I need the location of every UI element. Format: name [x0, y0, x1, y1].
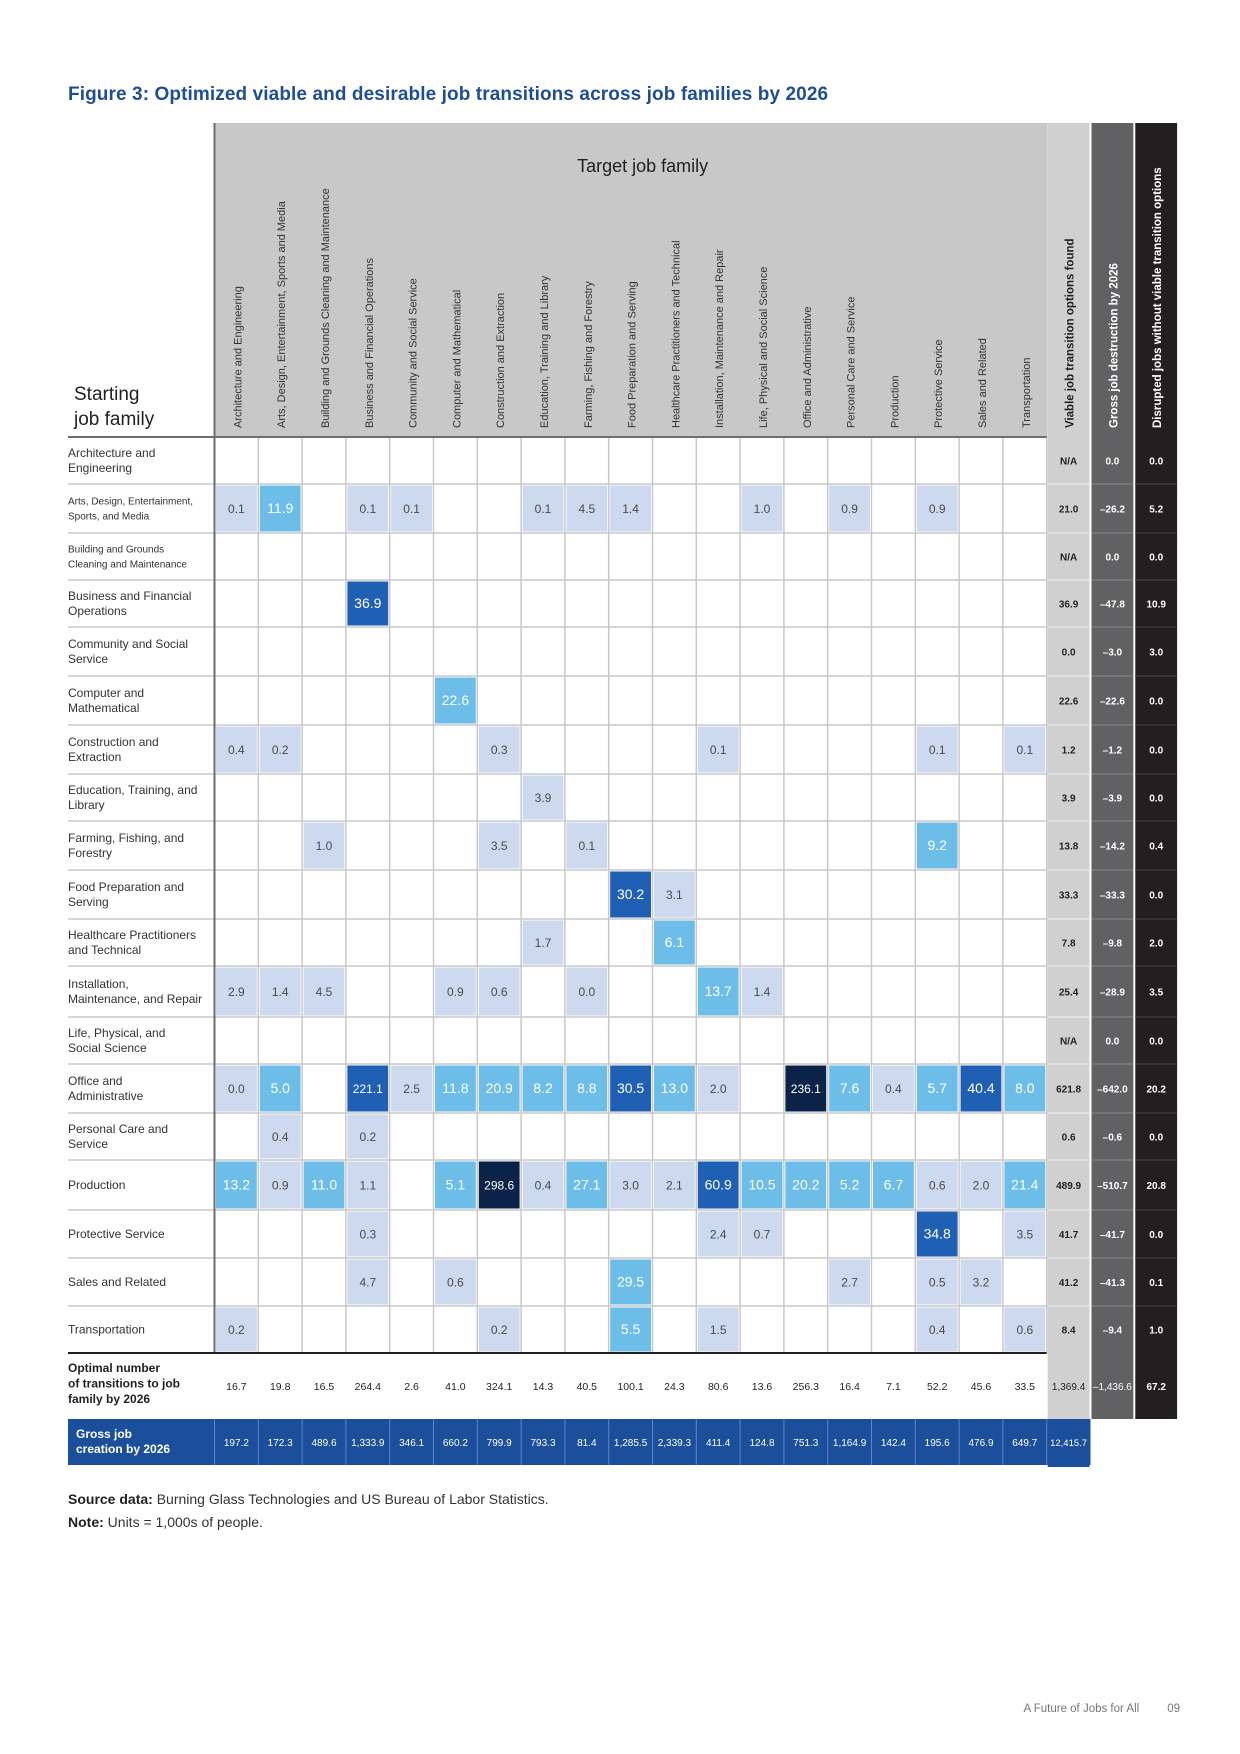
- cell-value: 5.0: [270, 1080, 290, 1096]
- cell-value: 0.6: [1016, 1323, 1034, 1337]
- viable-column-value: 36.9: [1058, 599, 1079, 611]
- row-label-10-line-2: Serving: [68, 895, 109, 910]
- cell-value: 11.8: [442, 1080, 469, 1096]
- cell-value: 5.5: [620, 1321, 641, 1337]
- cell-value: 4.5: [315, 985, 333, 999]
- destruction-column-value: –22.6: [1099, 696, 1125, 708]
- cell-value: 22.6: [441, 692, 470, 708]
- cell-value: 0.4: [271, 1130, 289, 1144]
- cell-value: 8.0: [1015, 1080, 1035, 1096]
- cell-value: 0.1: [534, 502, 552, 516]
- source-text: Burning Glass Technologies and US Bureau of Labor Statistics.: [156, 1491, 549, 1507]
- creation-value: 489.6: [311, 1438, 337, 1449]
- cell-value: 4.7: [359, 1275, 377, 1290]
- destruction-column-value: –510.7: [1097, 1181, 1128, 1192]
- cell-value: 8.8: [577, 1080, 597, 1096]
- row-label-9-line-2: Forestry: [68, 846, 113, 861]
- creation-value: 197.2: [223, 1438, 249, 1449]
- cell-value: 2.0: [709, 1082, 727, 1096]
- viable-column-value: 41.7: [1058, 1230, 1079, 1241]
- optimal-value: 45.6: [970, 1381, 992, 1393]
- cell-value: 0.4: [228, 743, 245, 757]
- row-label-4-line-2: Operations: [68, 604, 127, 619]
- viable-column-value: 21.0: [1058, 504, 1079, 516]
- figure-title: Figure 3: Optimized viable and desirable job transitions across job families by 2026: [68, 84, 829, 105]
- disrupted-column-value: 0.0: [1149, 1036, 1164, 1048]
- disrupted-column-value: 3.5: [1149, 987, 1164, 999]
- viable-column-value: 8.4: [1061, 1325, 1076, 1337]
- source-label: Source data:: [68, 1491, 153, 1507]
- cell-value: 0.2: [228, 1323, 245, 1337]
- row-label-1-line-2: Engineering: [68, 461, 133, 476]
- creation-value: 1,333.9: [351, 1438, 385, 1449]
- target-label-life-physical-and-social-science: Life, Physical and Social Science: [758, 266, 770, 428]
- cell-value: 5.2: [839, 1176, 860, 1193]
- cell-value: 0.1: [403, 502, 420, 516]
- target-label-healthcare-practitioners-and-technical: Healthcare Practitioners and Technical: [670, 240, 683, 428]
- row-label-2-line-2: Sports, and Media: [68, 511, 150, 523]
- units-note: [68, 1514, 263, 1530]
- disrupted-column-value: 0.0: [1149, 745, 1164, 757]
- creation-total: 12,415.7: [1050, 1438, 1088, 1449]
- row-label-5-line-2: Service: [68, 652, 109, 667]
- cell-value: 0.6: [447, 1275, 464, 1290]
- viable-column-value: 7.8: [1061, 938, 1076, 950]
- cell-value: 0.1: [359, 502, 377, 516]
- destruction-column-value: 0.0: [1105, 456, 1120, 468]
- row-label-12-line-1: Installation,: [68, 977, 129, 992]
- cell-value: 7.6: [839, 1080, 860, 1096]
- creation-value: 172.3: [267, 1438, 293, 1449]
- row-label-10-line-1: Food Preparation and: [68, 880, 185, 895]
- target-label-installation-maintenance-and-repair: Installation, Maintenance and Repair: [714, 249, 727, 428]
- creation-value: 142.4: [880, 1438, 906, 1449]
- disrupted-column-value: 0.0: [1149, 793, 1164, 805]
- disrupted-column-value: 0.0: [1149, 552, 1164, 564]
- cell-value: 3.5: [1016, 1227, 1034, 1242]
- destruction-column-value: –3.0: [1102, 647, 1123, 659]
- destruction-column-value: –1.2: [1102, 745, 1123, 757]
- row-label-13-line-2: Social Science: [68, 1041, 147, 1056]
- destruction-column-value: –0.6: [1102, 1132, 1123, 1144]
- cell-value: 21.4: [1011, 1176, 1039, 1193]
- disrupted-column-value: 0.0: [1149, 1132, 1164, 1144]
- destruction-column-value: 0.0: [1105, 552, 1120, 564]
- cell-value: 0.2: [490, 1323, 508, 1337]
- optimal-value: 16.7: [226, 1381, 247, 1393]
- disrupted-column-value: 0.4: [1149, 841, 1164, 853]
- cell-value: 0.0: [578, 985, 596, 999]
- viable-column-value: N/A: [1059, 1036, 1078, 1048]
- disrupted-column-value: 0.0: [1149, 1230, 1164, 1241]
- optimal-value: 256.3: [792, 1381, 819, 1393]
- row-label-4-line-1: Business and Financial: [68, 589, 192, 604]
- note-text: Units = 1,000s of people.: [107, 1514, 263, 1530]
- viable-column-value: 489.9: [1056, 1181, 1082, 1192]
- viable-column-value: N/A: [1059, 552, 1078, 564]
- disrupted-column-value: 20.8: [1146, 1181, 1166, 1192]
- destruction-column-value: –41.7: [1099, 1230, 1125, 1241]
- cell-value: 20.9: [485, 1080, 513, 1096]
- cell-value: 2.0: [972, 1178, 990, 1193]
- viable-column-value: 22.6: [1058, 696, 1079, 708]
- cell-value: 20.2: [792, 1176, 820, 1193]
- optimal-label-line-2: of transitions to job: [68, 1376, 180, 1391]
- row-label-8-line-1: Education, Training, and: [68, 783, 198, 798]
- target-label-transportation: Transportation: [1020, 357, 1033, 428]
- target-label-computer-and-mathematical: Computer and Mathematical: [451, 289, 464, 428]
- optimal-value: 40.5: [576, 1381, 598, 1393]
- optimal-value: 80.6: [707, 1381, 729, 1393]
- disrupted-column-value: 0.0: [1149, 696, 1164, 708]
- cell-value: 13.2: [222, 1176, 251, 1193]
- target-label-sales-and-related: Sales and Related: [977, 338, 989, 428]
- optimal-value: 2.6: [404, 1381, 419, 1393]
- cell-value: 3.5: [490, 839, 508, 853]
- optimal-value: 100.1: [617, 1381, 644, 1393]
- cell-value: 2.1: [666, 1178, 683, 1193]
- row-label-2-line-1: Arts, Design, Entertainment,: [68, 496, 194, 508]
- disrupted-column-value: 3.0: [1149, 647, 1164, 659]
- cell-value: 40.4: [967, 1080, 995, 1096]
- cell-value: 3.2: [972, 1275, 990, 1290]
- disrupted-column-value: 0.0: [1149, 456, 1164, 468]
- creation-value: 660.2: [442, 1438, 468, 1449]
- cell-value: 2.9: [228, 985, 245, 999]
- optimal-value: 33.5: [1014, 1381, 1036, 1393]
- viable-column-value: 1.2: [1061, 745, 1076, 757]
- disrupted-column-value: 5.2: [1149, 504, 1164, 516]
- disrupted-column-value: 10.9: [1146, 599, 1166, 611]
- creation-value: 2,339.3: [657, 1438, 692, 1449]
- optimal-value: 16.5: [313, 1381, 335, 1393]
- cell-value: 60.9: [704, 1176, 732, 1193]
- destruction-column-value: –47.8: [1099, 599, 1125, 611]
- cell-value: 8.2: [533, 1080, 553, 1096]
- cell-value: 0.5: [928, 1275, 946, 1290]
- viable-column-value: 621.8: [1056, 1084, 1082, 1096]
- cell-value: 0.9: [928, 502, 946, 516]
- target-label-office-and-administrative: Office and Administrative: [801, 306, 814, 428]
- cell-value: 0.7: [753, 1227, 771, 1242]
- creation-value: 1,285.5: [613, 1438, 648, 1449]
- cell-value: 9.2: [927, 837, 947, 853]
- cell-value: 2.5: [403, 1082, 420, 1096]
- cell-value: 0.4: [928, 1323, 946, 1337]
- row-label-15-line-2: Service: [68, 1137, 109, 1152]
- disrupted-column-value: 2.0: [1149, 938, 1164, 950]
- target-label-farming-fishing-and-forestry: Farming, Fishing and Forestry: [582, 281, 595, 428]
- row-label-7-line-2: Extraction: [68, 750, 122, 765]
- cell-value: 0.9: [447, 985, 464, 999]
- cell-value: 0.9: [271, 1178, 289, 1193]
- disrupted-column-value: 20.2: [1146, 1084, 1166, 1096]
- cell-value: 4.5: [578, 502, 596, 516]
- target-label-food-preparation-and-serving: Food Preparation and Serving: [626, 281, 639, 428]
- destruction-column-value: 0.0: [1105, 1036, 1120, 1048]
- row-label-5-line-1: Community and Social: [68, 637, 189, 652]
- cell-value: 13.7: [704, 983, 732, 999]
- row-label-8-line-2: Library: [68, 798, 105, 813]
- viable-column-value: 25.4: [1058, 987, 1079, 999]
- optimal-value: 14.3: [532, 1381, 554, 1393]
- optimal-label-line-3: family by 2026: [68, 1392, 151, 1406]
- row-label-11-line-1: Healthcare Practitioners: [68, 928, 197, 943]
- x-axis-title: Target job family: [577, 156, 709, 176]
- cell-value: 1.7: [534, 936, 552, 950]
- disrupted-column-total: 67.2: [1146, 1382, 1166, 1393]
- row-label-18-line-1: Sales and Related: [68, 1275, 167, 1290]
- viable-column-value: 0.6: [1061, 1132, 1076, 1144]
- cell-value: 0.1: [1016, 743, 1034, 757]
- cell-value: 0.0: [228, 1082, 245, 1096]
- row-label-9-line-1: Farming, Fishing, and: [68, 831, 185, 846]
- row-label-15-line-1: Personal Care and: [68, 1122, 169, 1137]
- cell-value: 0.2: [359, 1130, 377, 1144]
- optimal-value: 324.1: [486, 1381, 513, 1393]
- page-number: 09: [1167, 1703, 1180, 1715]
- cell-value: 13.0: [660, 1080, 689, 1096]
- cell-value: 3.1: [666, 888, 683, 902]
- cell-value: 0.1: [709, 743, 727, 757]
- creation-value: 346.1: [399, 1438, 425, 1449]
- cell-value: 2.4: [709, 1227, 727, 1242]
- creation-value: 411.4: [706, 1438, 731, 1449]
- target-label-construction-and-extraction: Construction and Extraction: [495, 292, 508, 428]
- cell-value: 236.1: [790, 1082, 821, 1096]
- destruction-column-value: –41.3: [1099, 1278, 1125, 1289]
- row-label-3-line-1: Building and Grounds: [68, 544, 165, 556]
- destruction-column-value: –14.2: [1099, 841, 1125, 853]
- row-label-6-line-2: Mathematical: [68, 701, 140, 716]
- viable-column-value: 41.2: [1058, 1278, 1079, 1289]
- viable-column-value: 13.8: [1058, 841, 1079, 853]
- cell-value: 27.1: [573, 1176, 601, 1193]
- row-label-16-line-1: Production: [68, 1178, 126, 1193]
- destruction-column-value: –9.4: [1102, 1325, 1123, 1337]
- cell-value: 3.0: [622, 1178, 639, 1193]
- row-label-12-line-2: Maintenance, and Repair: [68, 992, 203, 1007]
- cell-value: 0.3: [490, 743, 508, 757]
- disrupted-column-value: 1.0: [1149, 1325, 1164, 1337]
- cell-value: 6.7: [883, 1176, 904, 1193]
- optimal-value: 7.1: [886, 1381, 901, 1393]
- viable-column-value: 33.3: [1058, 890, 1079, 902]
- cell-value: 0.6: [928, 1178, 946, 1193]
- cell-value: 1.1: [359, 1178, 377, 1193]
- cell-value: 0.6: [490, 985, 508, 999]
- destruction-column-value: –642.0: [1097, 1084, 1128, 1096]
- destruction-column-value: –28.9: [1099, 987, 1125, 999]
- optimal-value: 24.3: [664, 1381, 685, 1393]
- cell-value: 30.5: [616, 1080, 645, 1096]
- target-label-architecture-and-engineering: Architecture and Engineering: [232, 286, 245, 428]
- row-label-3-line-2: Cleaning and Maintenance: [68, 559, 187, 571]
- viable-column-value: 0.0: [1061, 647, 1076, 659]
- cell-value: 1.4: [622, 502, 639, 516]
- creation-label-line-2: creation by 2026: [76, 1442, 171, 1456]
- cell-value: 0.9: [841, 502, 858, 516]
- publication-name: A Future of Jobs for All: [1023, 1703, 1140, 1715]
- creation-value: 195.6: [924, 1438, 950, 1449]
- target-label-community-and-social-service: Community and Social Service: [407, 278, 420, 428]
- cell-value: 2.7: [841, 1275, 858, 1290]
- destruction-column-total: –1,436.6: [1092, 1382, 1132, 1393]
- disrupted-column-header: Disrupted jobs without viable transition options: [1152, 167, 1165, 428]
- creation-value: 81.4: [577, 1438, 597, 1449]
- creation-value: 1,164.9: [832, 1438, 867, 1449]
- cell-value: 0.1: [578, 839, 596, 853]
- cell-value: 0.2: [271, 743, 289, 757]
- target-label-protective-service: Protective Service: [933, 339, 946, 428]
- cell-value: 221.1: [352, 1082, 383, 1096]
- row-label-1-line-1: Architecture and: [68, 446, 156, 461]
- creation-label-line-1: Gross job: [76, 1427, 133, 1441]
- creation-value: 799.9: [486, 1438, 512, 1449]
- cell-value: 0.1: [228, 502, 245, 516]
- optimal-value: 41.0: [445, 1381, 466, 1393]
- row-label-14-line-1: Office and: [68, 1074, 123, 1089]
- cell-value: 11.0: [310, 1176, 338, 1193]
- destruction-column-value: –33.3: [1099, 890, 1125, 902]
- row-label-6-line-1: Computer and: [68, 686, 145, 701]
- creation-value: 649.7: [1012, 1438, 1038, 1449]
- cell-value: 0.4: [534, 1178, 552, 1193]
- page-footer: [1024, 1703, 1181, 1715]
- cell-value: 30.2: [616, 886, 645, 902]
- optimal-value: 13.6: [751, 1381, 773, 1393]
- viable-column-total: 1,369.4: [1051, 1382, 1086, 1393]
- y-axis-title-line-2: job family: [74, 409, 155, 430]
- disrupted-column-value: 0.0: [1149, 890, 1164, 902]
- row-label-19-line-1: Transportation: [68, 1322, 145, 1337]
- note-label: Note:: [68, 1514, 104, 1530]
- cell-value: 5.1: [445, 1176, 466, 1193]
- creation-value: 476.9: [968, 1438, 994, 1449]
- destruction-column-value: –3.9: [1102, 793, 1123, 805]
- destruction-column-value: –9.8: [1102, 938, 1123, 950]
- source-note: [68, 1491, 549, 1507]
- target-label-business-and-financial-operations: Business and Financial Operations: [363, 258, 376, 428]
- viable-column-header: Viable job transition options found: [1064, 238, 1077, 428]
- cell-value: 36.9: [354, 595, 382, 611]
- target-label-education-training-and-library: Education, Training and Library: [539, 275, 551, 428]
- destruction-column-header: Gross job destruction by 2026: [1108, 263, 1121, 428]
- destruction-column-value: –26.2: [1099, 504, 1125, 516]
- cell-value: 6.1: [664, 934, 685, 950]
- cell-value: 11.9: [267, 500, 294, 516]
- optimal-value: 19.8: [269, 1381, 291, 1393]
- row-label-7-line-1: Construction and: [68, 735, 159, 750]
- cell-value: 0.1: [928, 743, 946, 757]
- viable-column-value: N/A: [1059, 456, 1078, 468]
- row-label-11-line-2: and Technical: [68, 943, 142, 958]
- cell-value: 1.5: [709, 1323, 727, 1337]
- cell-value: 34.8: [923, 1225, 951, 1242]
- cell-value: 5.7: [927, 1080, 947, 1096]
- cell-value: 1.0: [753, 502, 771, 516]
- row-label-13-line-1: Life, Physical, and: [68, 1026, 166, 1041]
- optimal-value: 16.4: [839, 1381, 860, 1393]
- cell-value: 1.4: [271, 985, 289, 999]
- target-label-building-and-grounds-cleaning-and-maintenance: Building and Grounds Cleaning and Maintenance: [320, 188, 332, 428]
- creation-value: 793.3: [530, 1438, 556, 1449]
- cell-value: 1.0: [315, 839, 333, 853]
- cell-value: 3.9: [534, 791, 552, 805]
- disrupted-column-value: 0.1: [1149, 1278, 1164, 1289]
- target-label-production: Production: [889, 375, 902, 428]
- cell-value: 0.3: [359, 1227, 377, 1242]
- cell-value: 10.5: [748, 1176, 776, 1193]
- y-axis-title-line-1: Starting: [74, 384, 140, 405]
- target-label-arts-design-entertainment-sports-and-media: Arts, Design, Entertainment, Sports and Media: [276, 201, 289, 428]
- optimal-value: 264.4: [354, 1381, 381, 1393]
- target-label-personal-care-and-service: Personal Care and Service: [845, 296, 858, 428]
- creation-value: 124.8: [749, 1438, 775, 1449]
- row-label-14-line-2: Administrative: [68, 1089, 144, 1104]
- optimal-value: 52.2: [926, 1381, 948, 1393]
- viable-column-value: 3.9: [1061, 793, 1076, 805]
- creation-value: 751.3: [793, 1438, 819, 1449]
- row-label-17-line-1: Protective Service: [68, 1227, 165, 1242]
- cell-value: 29.5: [616, 1273, 645, 1290]
- cell-value: 1.4: [753, 985, 771, 999]
- cell-value: 0.4: [885, 1082, 902, 1096]
- cell-value: 298.6: [484, 1178, 515, 1193]
- optimal-label-line-1: Optimal number: [68, 1361, 161, 1375]
